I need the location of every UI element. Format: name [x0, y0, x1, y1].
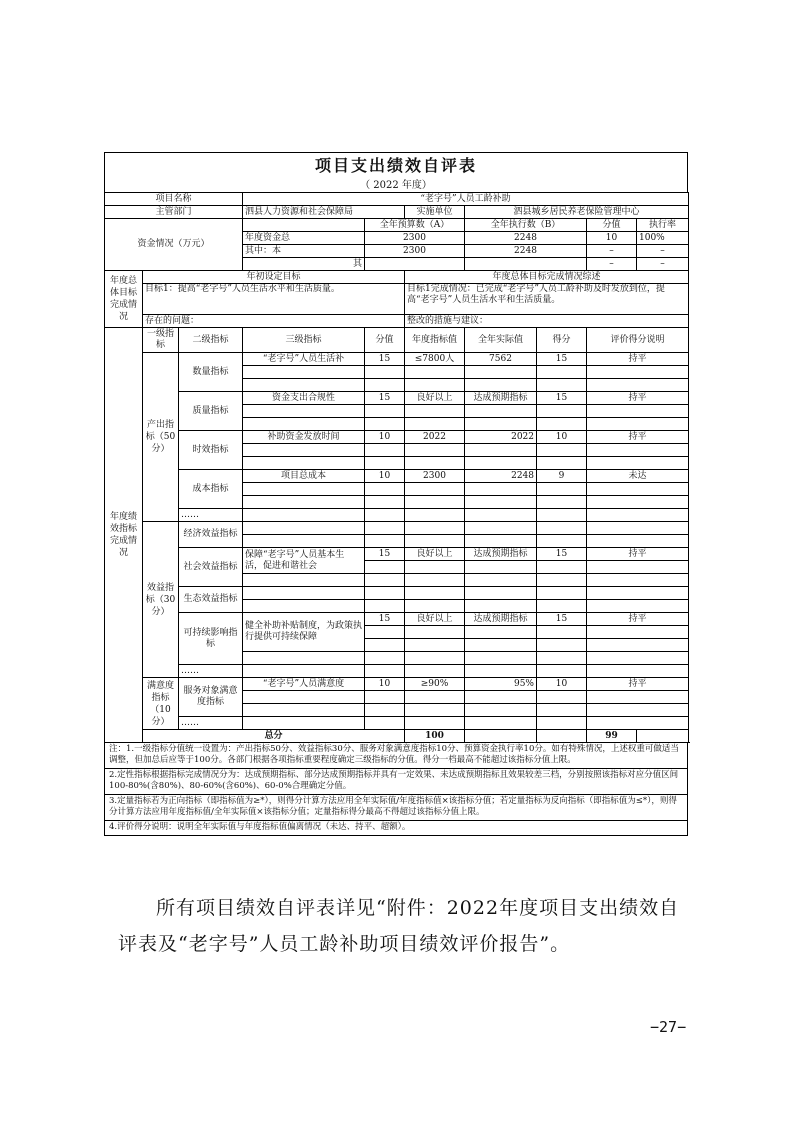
h-level3: 三级指标 [243, 328, 365, 353]
total-points: 99 [587, 730, 637, 743]
benefit-ellipsis: …… [179, 665, 243, 678]
funds-col-exec: 全年执行数（B） [465, 219, 587, 232]
satisfaction-indicator-label: 满意度指标（10分） [143, 678, 179, 730]
funds-row-total-budget: 2300 [365, 232, 465, 245]
goals-issues-label: 存在的问题： [143, 315, 405, 328]
funds-col-rate: 执行率 [637, 219, 689, 232]
social-l3: 保障“老字号”人员基本生活，促进和谐社会 [243, 548, 365, 574]
goals-section-label: 年度总体目标完成情况 [105, 271, 143, 328]
time-target: 2022 [405, 431, 465, 444]
cost-actual: 2248 [465, 470, 537, 483]
table-row [105, 587, 689, 600]
notes-block [104, 743, 688, 836]
indicator-header-row [105, 328, 689, 353]
table-row [105, 509, 689, 522]
service-actual: 95% [465, 678, 537, 691]
funds-row-current-budget: 2300 [365, 245, 465, 258]
funds-row-total-score: 10 [587, 232, 637, 245]
table-row [105, 665, 689, 678]
impl-unit-label: 实施单位 [405, 206, 465, 219]
total-label: 总分 [143, 730, 405, 743]
funds-row-other-score: – [587, 258, 637, 271]
department-label: 主管部门 [105, 206, 243, 219]
goals-initial: 目标1：提高“老字号”人员生活水平和生活质量。 [143, 284, 405, 315]
table-row [105, 392, 689, 405]
project-name-value: “老字号”人员工龄补助 [243, 193, 689, 206]
table-row [105, 522, 689, 535]
h-points: 得分 [537, 328, 587, 353]
table-row [105, 353, 689, 366]
h-remark: 评价得分说明 [587, 328, 689, 353]
funds-row-current-exec: 2248 [465, 245, 587, 258]
table-row [105, 678, 689, 691]
timeliness-indicator: 时效指标 [179, 431, 243, 470]
impl-unit-value: 泗县城乡居民养老保险管理中心 [465, 206, 689, 219]
page-number: −27− [650, 1018, 687, 1036]
project-name-label: 项目名称 [105, 193, 243, 206]
h-score: 分值 [365, 328, 405, 353]
sustain-indicator: 可持续影响指标 [179, 613, 243, 665]
sustain-score: 15 [365, 613, 405, 626]
social-points: 15 [537, 548, 587, 561]
h-level1: 一级指标 [143, 328, 179, 353]
service-remark: 持平 [587, 678, 689, 691]
quality-target: 良好以上 [405, 392, 465, 405]
department-row [105, 206, 689, 219]
sustain-target: 良好以上 [405, 613, 465, 626]
funds-row-other-label: 其 [243, 258, 365, 271]
funds-row-current-label: 其中：本 [243, 245, 365, 258]
h-target: 年度指标值 [405, 328, 465, 353]
goals-measures-label: 整改的措施与建议： [405, 315, 689, 328]
h-actual: 全年实际值 [465, 328, 537, 353]
service-l3: “老字号”人员满意度 [243, 678, 365, 691]
goals-header-row [105, 271, 689, 284]
total-score: 100 [405, 730, 465, 743]
quantity-actual: 7562 [465, 353, 537, 366]
service-indicator: 服务对象满意度指标 [179, 678, 243, 717]
note-1: 注：1.一级指标分值统一设置为：产出指标50分、效益指标30分、服务对象满意度指标10分、预算资金执行率10分。如有特殊情况，上述权重可做适当调整，但加总后应等于100分。各部门根据各项指标重要程度确定三级指标的分值。得分一档最高不能超过该指标分值上限。 [109, 744, 679, 765]
department-value: 泗县人力资源和社会保障局 [243, 206, 405, 219]
funds-row-other-rate: – [637, 258, 689, 271]
sustain-remark: 持平 [587, 613, 689, 626]
total-row [105, 730, 689, 743]
time-points: 10 [537, 431, 587, 444]
quantity-score: 15 [365, 353, 405, 366]
goals-summary-label: 年度总体目标完成情况综述 [405, 271, 689, 284]
time-score: 10 [365, 431, 405, 444]
table-row [105, 613, 689, 626]
funds-blank [243, 219, 365, 232]
note-2: 2.定性指标根据指标完成情况分为：达成预期指标、部分达成预期指标并具有一定效果、未达成预期指标且效果较差三档，分别按照该指标对应分值区间100-80%(含80%)、80-60%(含60%)、60-0%合理确定分值。 [105, 768, 687, 794]
funds-col-budget: 全年预算数（A） [365, 219, 465, 232]
social-score: 15 [365, 548, 405, 561]
cost-indicator: 成本指标 [179, 470, 243, 509]
sustain-actual: 达成预期指标 [465, 613, 537, 626]
table-row [105, 548, 689, 561]
funds-row-current-rate: – [637, 245, 689, 258]
sheet-title: 项目支出绩效自评表 [104, 152, 688, 179]
table-row [105, 470, 689, 483]
funds-label: 资金情况（万元） [105, 219, 243, 271]
funds-row-other-budget [365, 258, 465, 271]
satisfaction-ellipsis: …… [179, 717, 243, 730]
quantity-target: ≤7800人 [405, 353, 465, 366]
evaluation-table [104, 192, 689, 743]
sheet-year: （ 2022 年度） [104, 179, 688, 192]
quantity-indicator: 数量指标 [179, 353, 243, 392]
cost-points: 9 [537, 470, 587, 483]
indicators-section-label: 年度绩效指标完成情况 [105, 328, 143, 743]
quality-actual: 达成预期指标 [465, 392, 537, 405]
body-paragraph: 所有项目绩效自评表详见“附件：2022年度项目支出绩效自评表及“老字号”人员工龄补助项目绩效评价报告”。 [118, 897, 680, 955]
quantity-points: 15 [537, 353, 587, 366]
social-indicator: 社会效益指标 [179, 548, 243, 587]
project-name-row [105, 193, 689, 206]
goals-summary: 目标1完成情况：已完成“老字号”人员工龄补助及时发放到位，提高“老字号”人员生活水平和生活质量。 [405, 284, 689, 315]
cost-target: 2300 [405, 470, 465, 483]
social-remark: 持平 [587, 548, 689, 561]
cost-l3: 项目总成本 [243, 470, 365, 483]
economic-indicator: 经济效益指标 [179, 522, 243, 548]
funds-row-current-score: – [587, 245, 637, 258]
service-points: 10 [537, 678, 587, 691]
table-row [105, 431, 689, 444]
quantity-remark: 持平 [587, 353, 689, 366]
sustain-l3: 健全补助补贴制度，为政策执行提供可持续保障 [243, 613, 365, 652]
quality-points: 15 [537, 392, 587, 405]
service-score: 10 [365, 678, 405, 691]
quality-remark: 持平 [587, 392, 689, 405]
funds-col-score: 分值 [587, 219, 637, 232]
cost-remark: 未达 [587, 470, 689, 483]
time-actual: 2022 [465, 431, 537, 444]
cost-score: 10 [365, 470, 405, 483]
social-target: 良好以上 [405, 548, 465, 561]
sustain-points: 15 [537, 613, 587, 626]
quality-indicator: 质量指标 [179, 392, 243, 431]
service-target: ≥90% [405, 678, 465, 691]
funds-row-total-rate: 100% [637, 232, 689, 245]
goals-issues-row [105, 315, 689, 328]
time-remark: 持平 [587, 431, 689, 444]
funds-row-other-exec [465, 258, 587, 271]
quantity-l3: “老字号”人员生活补 [243, 353, 365, 366]
note-4: 4.评价得分说明：说明全年实际值与年度指标值偏离情况（未达、持平、超额）。 [105, 820, 687, 835]
social-actual: 达成预期指标 [465, 548, 537, 561]
self-evaluation-sheet [104, 152, 688, 836]
goals-content-row [105, 284, 689, 315]
funds-header-row [105, 219, 689, 232]
h-level2: 二级指标 [179, 328, 243, 353]
ecological-indicator: 生态效益指标 [179, 587, 243, 613]
benefit-indicator-label: 效益指标（30分） [143, 522, 179, 678]
note-3: 3.定量指标若为正向指标（即指标值为≥*），则得分计算方法应用全年实际值/年度指标值×该指标分值；若定量指标为反向指标（即指标值为≤*），则得分计算方法应用年度指标值/全年实际值×该指标分值；定量指标得分最高不得超过该指标分值上限。 [105, 794, 687, 820]
quality-score: 15 [365, 392, 405, 405]
funds-row-total-label: 年度资金总 [243, 232, 365, 245]
time-l3: 补助资金发放时间 [243, 431, 365, 444]
table-row [105, 717, 689, 730]
funds-row-total-exec: 2248 [465, 232, 587, 245]
output-indicator-label: 产出指标（50分） [143, 353, 179, 522]
quality-l3: 资金支出合规性 [243, 392, 365, 405]
output-ellipsis: …… [179, 509, 243, 522]
goals-initial-label: 年初设定目标 [143, 271, 405, 284]
